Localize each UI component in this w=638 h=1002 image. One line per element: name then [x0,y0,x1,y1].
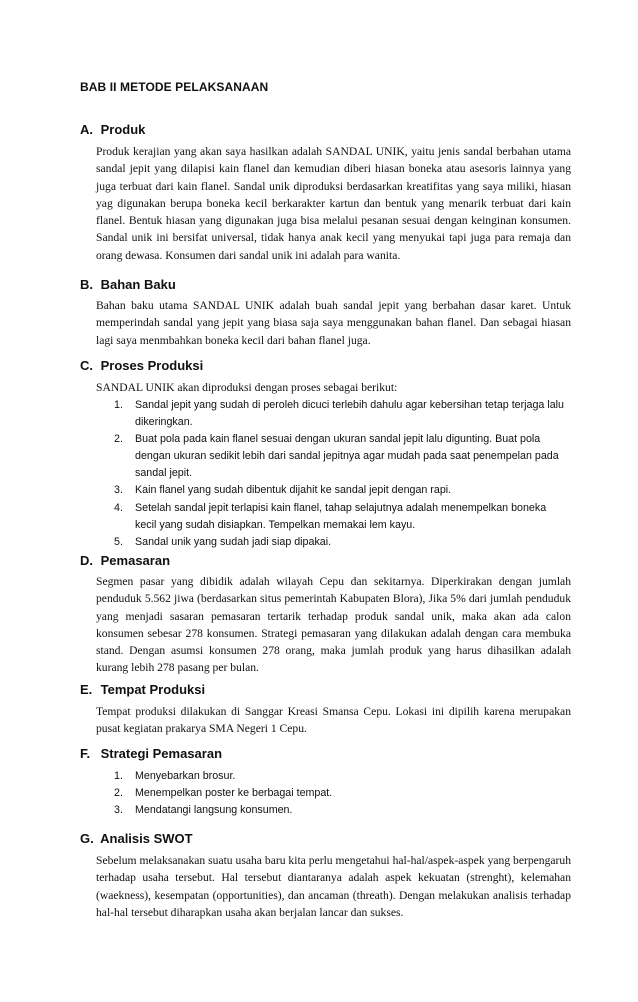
list-number: 1. [114,770,123,782]
section-paragraph-produk: Produk kerajian yang akan saya hasilkan adalah SANDAL UNIK, yaitu jenis sandal berbahan utama sandal jepit yang dilapisi kain flanel dan kemudian diberi hiasan boneka atau asesoris lainnya yang juga terbuat dari kain flanel. Sandal unik diproduksi berdasarkan kreatifitas yang saya miliki, hiasan yag digunakan berupa boneka kecil berkarakter kartun dan bentuk yang menarik terbuat dari kain flanel. Bentuk hiasan yang digunakan juga bisa melalui pesanan sesuai dengan keinginan konsumen. Sandal unik ini bersifat universal, tidak hanya anak kecil yang menyukai tapi juga para remaja dan orang dewasa. Konsumen dari sandal unik ini adalah para wanita. [96,145,571,262]
list-item [114,482,569,499]
section-heading-analisis-swot [80,831,193,846]
section-title: Analisis SWOT [100,831,193,846]
list-text: Kain flanel yang sudah dibentuk dijahit ke sandal jepit dengan rapi. [135,484,452,497]
list-item [114,431,569,482]
section-paragraph-pemasaran: Segmen pasar yang dibidik adalah wilayah Cepu dan sekitarnya. Diperkirakan dengan jumlah penduduk 5.562 jiwa (berdasarkan situs pemerintah Kabupaten Blora), Jika 5% dari jumlah penduduk yang menjadi sasaran pemasaran tertarik terhadap produk sandal unik, maka akan ada calon konsumen sebesar 278 konsumen. Strategi pemasaran yang dilakukan adalah dengan cara membuka stand. Dengan asumsi konsumen 278 orang, maka jumlah produk yang harus dihasilkan adalah kurang lebih 278 pasang per bulan. [96,575,571,675]
section-intro-proses-produksi: SANDAL UNIK akan diproduksi dengan proses sebagai berikut: [96,381,398,394]
list-text: Setelah sandal jepit terlapisi kain flanel, tahap selajutnya adalah menempelkan boneka kecil yang sudah disiapkan. Tempelkan memakai lem kayu. [135,501,547,531]
list-number: 2. [114,433,123,446]
section-title: Pemasaran [100,553,171,568]
list-number: 2. [114,787,123,800]
section-letter: F. [80,746,91,761]
section-title: Strategi Pemasaran [100,746,223,761]
chapter-title: BAB II METODE PELAKSANAAN [80,80,269,94]
section-title: Proses Produksi [100,358,204,373]
list-number: 1. [114,399,123,411]
section-letter: B. [80,277,93,292]
list-text: Menempelkan poster ke berbagai tempat. [135,787,333,800]
section-heading-bahan-baku [80,277,176,292]
list-text: Mendatangi langsung konsumen. [135,804,293,817]
section-title: Bahan Baku [100,277,176,292]
section-letter: C. [80,358,93,373]
section-letter: A. [80,122,93,137]
marketing-strategy-list [114,768,569,819]
section-title: Produk [100,122,146,137]
section-paragraph-bahan-baku: Bahan baku utama SANDAL UNIK adalah buah sandal jepit yang berbahan dasar karet. Untuk memperindah sandal yang jepit yang biasa saja saya menggunakan bahan flanel. Dan sebagai hiasan lagi saya menmbahkan boneka kecil dari bahan flanel juga. [96,299,571,347]
list-number: 3. [114,804,123,817]
section-letter: D. [80,553,93,568]
section-letter: E. [80,682,93,697]
list-text: Sandal unik yang sudah jadi siap dipakai. [135,535,332,548]
section-title: Tempat Produksi [100,682,206,697]
list-text: Buat pola pada kain flanel sesuai dengan ukuran sandal jepit lalu digunting. Buat pola dengan ukuran sedikit lebih dari sandal jepitnya agar mudah pada saat penempelan pada sandal jepit. [135,433,559,480]
list-item [114,500,569,534]
section-heading-pemasaran [80,553,170,568]
section-heading-tempat-produksi [80,682,205,697]
section-heading-proses-produksi [80,358,203,373]
section-letter: G. [80,831,94,846]
list-item [114,785,569,802]
section-paragraph-analisis-swot: Sebelum melaksanakan suatu usaha baru kita perlu mengetahui hal-hal/aspek-aspek yang berpengaruh terhadap usaha tersebut. Hal tersebut diantaranya adalah aspek kekuatan (strenght), kelemahan (waekness), kesempatan (opportunities), dan ancaman (threath). Dengan melakukan analisis terhadap hal-hal tersebut diharapkan usaha akan berjalan lancar dan sukses. [96,854,571,919]
list-item [114,534,569,551]
section-paragraph-tempat-produksi: Tempat produksi dilakukan di Sanggar Kreasi Smansa Cepu. Lokasi ini dipilih karena merupakan pusat kegiatan prakarya SMA Negeri 1 Cepu. [96,705,571,736]
section-heading-strategi-pemasaran [80,746,222,761]
list-item [114,802,569,819]
list-text: Menyebarkan brosur. [135,770,236,782]
section-heading-produk [80,122,145,137]
list-text: Sandal jepit yang sudah di peroleh dicuci terlebih dahulu agar kebersihan tetap terjaga lalu dikeringkan. [135,399,564,429]
list-item [114,768,569,785]
list-number: 5. [114,535,123,548]
list-item [114,397,569,431]
production-steps-list [114,397,569,551]
list-number: 3. [114,484,123,497]
list-number: 4. [114,501,123,514]
